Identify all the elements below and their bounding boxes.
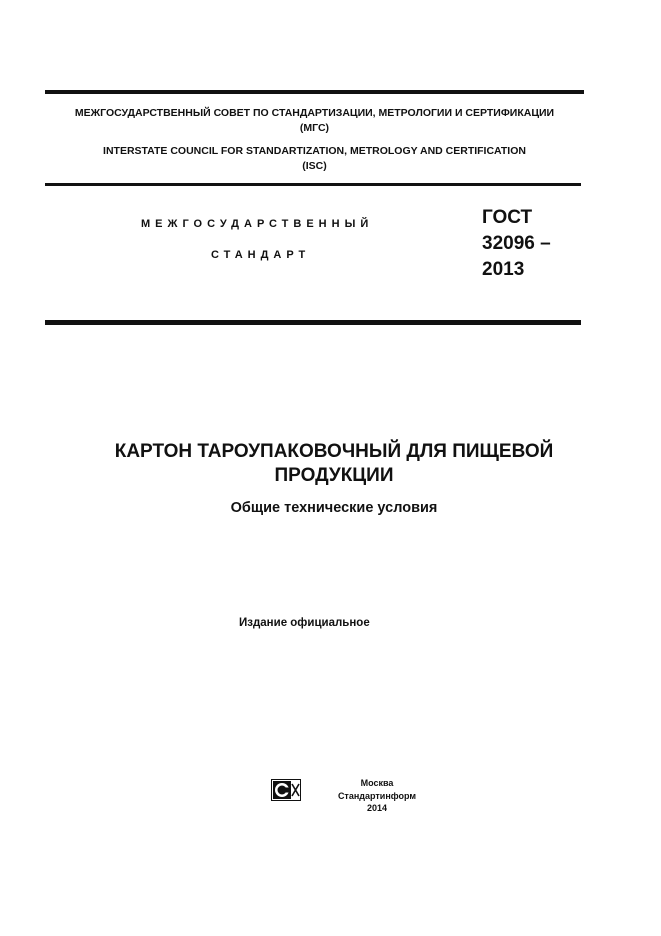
top-divider: [45, 90, 584, 94]
council-name-en-abbr: (ISC): [302, 160, 327, 172]
bottom-divider: [45, 320, 581, 325]
designation-line2: 32096 –: [482, 233, 551, 254]
standard-kind: МЕЖГОСУДАРСТВЕННЫЙ: [141, 218, 374, 230]
imprint-publisher: Стандартинформ: [337, 790, 417, 801]
council-name-ru: [45, 106, 584, 136]
council-name-en: [45, 144, 584, 174]
designation-line1: ГОСТ: [482, 207, 533, 228]
standartinform-logo-icon: [271, 779, 301, 801]
document-subtitle: Общие технические условия: [230, 500, 438, 516]
document-title: [60, 440, 608, 488]
standard-word: СТАНДАРТ: [211, 249, 311, 261]
council-name-en-line1: INTERSTATE COUNCIL FOR STANDARTIZATION, METROLOGY AND CERTIFICATION: [103, 145, 526, 157]
council-name-ru-line1: МЕЖГОСУДАРСТВЕННЫЙ СОВЕТ ПО СТАНДАРТИЗАЦИИ, МЕТРОЛОГИИ И СЕРТИФИКАЦИИ: [74, 107, 555, 119]
designation-line3: 2013: [482, 259, 525, 280]
document-title-line1: КАРТОН ТАРОУПАКОВОЧНЫЙ ДЛЯ ПИЩЕВОЙ: [114, 441, 554, 462]
standard-designation: [482, 205, 551, 283]
imprint: [325, 777, 429, 815]
council-name-ru-abbr: (МГС): [299, 122, 330, 134]
edition-note: Издание официальное: [239, 617, 370, 629]
document-title-line2: ПРОДУКЦИИ: [274, 465, 394, 486]
imprint-year: 2014: [366, 803, 388, 813]
middle-divider: [45, 183, 581, 186]
imprint-city: Москва: [360, 778, 394, 788]
